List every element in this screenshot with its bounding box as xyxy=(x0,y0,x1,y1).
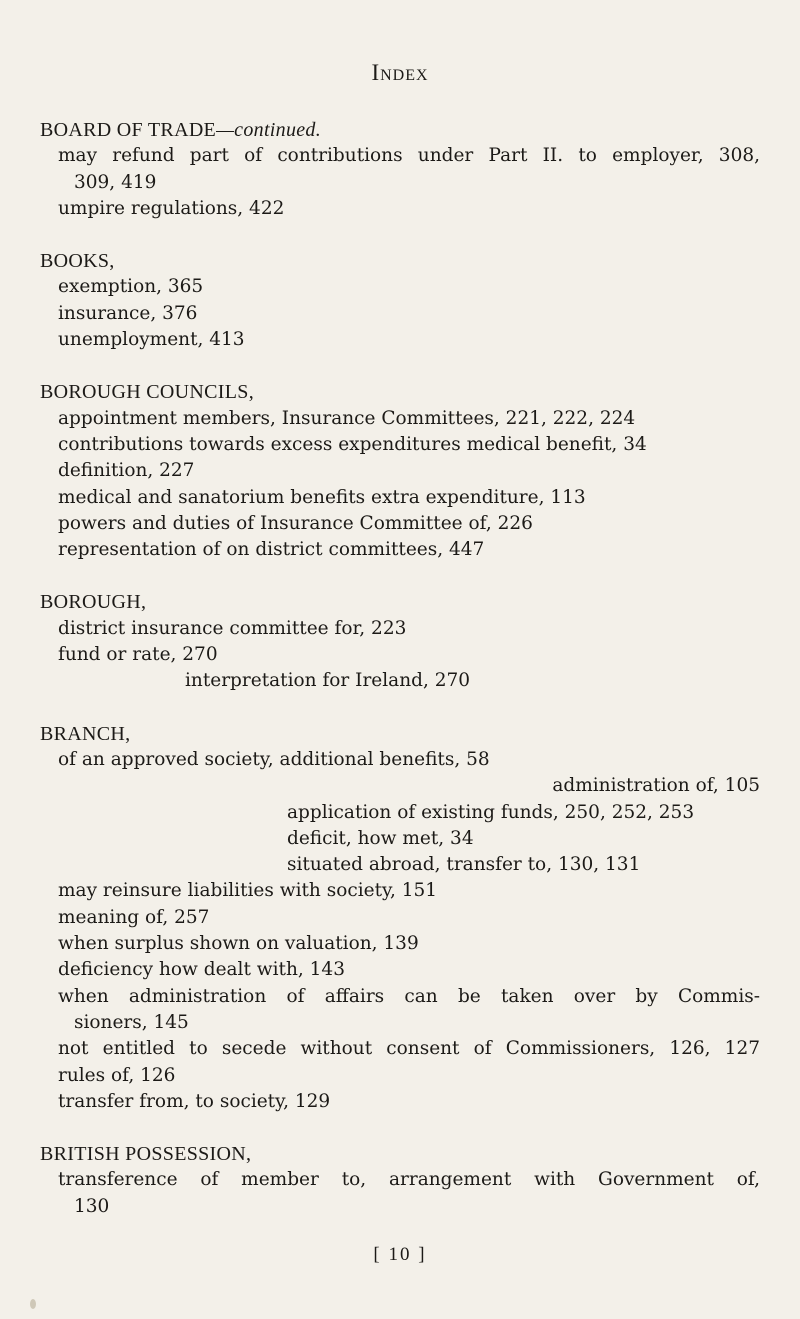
entry-subline: contributions towards excess expenditures medical benefit, 34 xyxy=(58,433,647,455)
entry-heading: BOROUGH COUNCILS, xyxy=(40,381,255,404)
entry-subline: insurance, 376 xyxy=(58,302,198,324)
index-entry-books xyxy=(40,248,760,353)
index-content xyxy=(40,117,760,1246)
entry-subline: definition, 227 xyxy=(58,460,195,482)
paper-speck xyxy=(30,1299,36,1309)
entry-subline: of an approved society, additional benefits, 58 xyxy=(58,748,490,770)
entry-subline: may reinsure liabilities with society, 151 xyxy=(58,880,438,902)
entry-subline: transfer from, to society, 129 xyxy=(58,1090,331,1112)
entry-subline: appointment members, Insurance Committees, 221, 222, 224 xyxy=(58,407,636,429)
entry-subline: 130 xyxy=(74,1195,110,1217)
entry-subline: may refund part of contributions under Part II. to employer, 308, xyxy=(58,145,760,167)
entry-heading xyxy=(40,117,760,143)
entry-subline: powers and duties of Insurance Committee of, 226 xyxy=(58,512,533,534)
index-entry-borough-councils xyxy=(40,379,760,563)
entry-subline-right: administration of, 105 xyxy=(552,775,760,797)
entry-subline: meaning of, 257 xyxy=(58,906,210,928)
entry-subline: representation of on district committees, 447 xyxy=(58,539,485,561)
entry-subline: when administration of affairs can be taken over by Commis- xyxy=(58,985,760,1007)
entry-subline-indented: deficit, how met, 34 xyxy=(287,827,474,849)
entry-heading: BOOKS, xyxy=(40,250,115,273)
index-entry-british-possession xyxy=(40,1141,760,1220)
entry-subline: not entitled to secede without consent of Commissioners, 126, 127 xyxy=(58,1038,760,1060)
entry-subline: exemption, 365 xyxy=(58,276,204,298)
entry-subline: transference of member to, arrangement with Government of, xyxy=(58,1169,760,1191)
entry-subline-indented: application of existing funds, 250, 252, 253 xyxy=(287,801,695,823)
entry-subline: 309, 419 xyxy=(74,171,157,193)
index-entry-branch xyxy=(40,721,760,1115)
entry-subline: fund or rate, 270 xyxy=(58,644,218,666)
entry-subline: district insurance committee for, 223 xyxy=(58,617,407,639)
running-head: Index xyxy=(371,60,429,85)
entry-subline: medical and sanatorium benefits extra expenditure, 113 xyxy=(58,486,586,508)
entry-heading-text: BOARD OF TRADE xyxy=(40,119,217,141)
index-entry-borough xyxy=(40,589,760,694)
entry-subline: umpire regulations, 422 xyxy=(58,197,285,219)
entry-heading-continued: —continued. xyxy=(216,119,322,141)
entry-subline: rules of, 126 xyxy=(58,1064,176,1086)
entry-subline-indented: situated abroad, transfer to, 130, 131 xyxy=(287,854,641,876)
entry-subline-indented: interpretation for Ireland, 270 xyxy=(185,670,471,692)
entry-subline: sioners, 145 xyxy=(74,1011,189,1033)
entry-heading: BRITISH POSSESSION, xyxy=(40,1143,252,1166)
entry-heading: BRANCH, xyxy=(40,722,131,745)
index-entry-board-of-trade xyxy=(40,117,760,222)
entry-subline: deficiency how dealt with, 143 xyxy=(58,959,345,981)
page-number: [ 10 ] xyxy=(373,1244,427,1265)
entry-subline: unemployment, 413 xyxy=(58,329,245,351)
entry-heading: BOROUGH, xyxy=(40,591,147,614)
entry-subline: when surplus shown on valuation, 139 xyxy=(58,933,419,955)
